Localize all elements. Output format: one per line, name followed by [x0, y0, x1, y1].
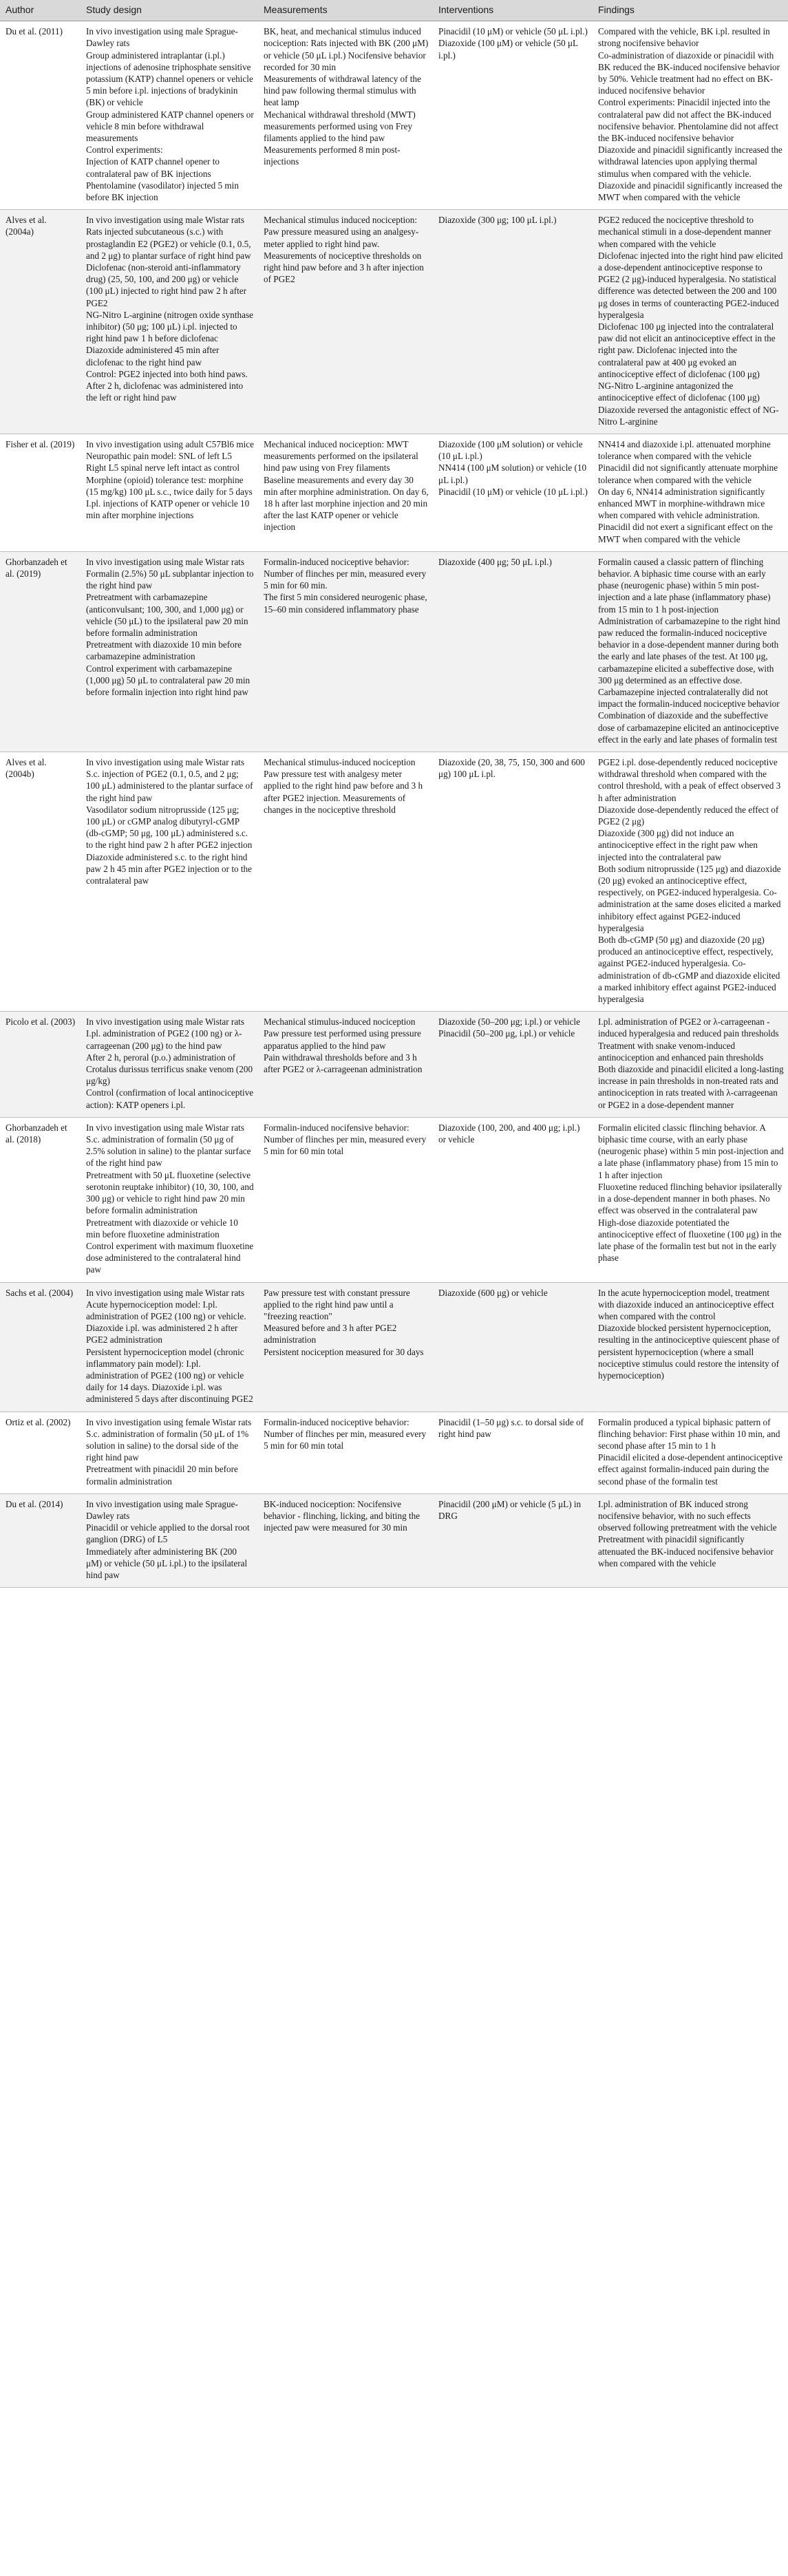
author-cell: Ghorbanzadeh et al. (2018)	[0, 1117, 81, 1282]
measurement-line: Formalin-induced nocifensive behavior:	[264, 1122, 409, 1133]
design-cell	[81, 1493, 258, 1587]
findings-cell	[593, 21, 788, 210]
design-cell	[81, 1117, 258, 1282]
author-cell: Fisher et al. (2019)	[0, 434, 81, 551]
design-line: Morphine (opioid) tolerance test: morphine (15 mg/kg) 100 μL s.c., twice daily for 5 days	[86, 474, 253, 497]
design-line: Group administered KATP channel openers or vehicle 8 min before withdrawal measurements	[86, 109, 254, 144]
measurements-cell	[258, 1412, 433, 1493]
author-cell: Alves et al. (2004b)	[0, 752, 81, 1011]
design-cell	[81, 1012, 258, 1118]
measurement-line: Pain withdrawal thresholds before and 3 h after PGE2 or λ-carrageenan administration	[264, 1052, 423, 1075]
header-interventions: Interventions	[433, 0, 593, 21]
measurement-line: Paw pressure test performed using pressure apparatus applied to the hind paw	[264, 1028, 421, 1051]
finding-line: Diazoxide (300 μg) did not induce an antinociceptive effect in the right paw when injected into the contralateral paw	[598, 828, 758, 862]
measurement-line: Formalin-induced nociceptive behavior: Number of flinches per min, measured every 5 min for 60 min total	[264, 1416, 427, 1451]
interventions-cell	[433, 1117, 593, 1282]
interventions-cell	[433, 1412, 593, 1493]
measurement-line: Persistent nociception measured for 30 days	[264, 1346, 424, 1357]
finding-line: Both diazoxide and pinacidil elicited a long-lasting increase in pain thresholds in non-treated rats and antinociception in rats treated with λ-carrageenan or PGE2 in a dose-dependent manner	[598, 1064, 784, 1110]
design-line: Neuropathic pain model: SNL of left L5	[86, 451, 232, 462]
intervention-line: Diazoxide (100 μM) or vehicle (50 μL i.pl.)	[438, 38, 578, 61]
finding-line: I.pl. administration of PGE2 or λ-carrageenan -induced hyperalgesia and reduced pain thresholds	[598, 1016, 779, 1039]
intervention-line: NN414 (100 μM solution) or vehicle (10 μL i.pl.)	[438, 462, 587, 485]
findings-cell	[593, 1117, 788, 1282]
finding-line: Formalin caused a classic pattern of flinching behavior. A biphasic time course with an early phase (neurogenic phase) within 5 min post-injection and a late phase (inflammatory phase) from 15 min to 1 h post-injection	[598, 556, 771, 615]
finding-line: In the acute hypernociception model, treatment with diazoxide induced an antinociceptive effect when compared with the control	[598, 1287, 774, 1321]
intervention-line: Diazoxide (20, 38, 75, 150, 300 and 600 μg) 100 μL i.pl.	[438, 756, 585, 780]
measurement-line: Measured before and 3 h after PGE2 administration	[264, 1323, 397, 1345]
design-line: Pretreatment with diazoxide or vehicle 10 min before fluoxetine administration	[86, 1217, 238, 1239]
design-line: Pinacidil or vehicle applied to the dorsal root ganglion (DRG) of L5	[86, 1522, 250, 1545]
measurement-line: The first 5 min considered neurogenic phase, 15–60 min considered inflammatory phase	[264, 592, 427, 615]
intervention-line: Diazoxide (600 μg) or vehicle	[438, 1287, 548, 1298]
measurements-cell	[258, 1282, 433, 1412]
author-cell: Picolo et al. (2003)	[0, 1012, 81, 1118]
findings-cell	[593, 210, 788, 434]
finding-line: Pinacidil elicited a dose-dependent antinociceptive effect against formalin-induced pain during the second phase of the formalin test	[598, 1452, 783, 1487]
design-line: After 2 h, peroral (p.o.) administration of Crotalus durissus terrificus snake venom (200 μg/kg)	[86, 1052, 253, 1087]
design-cell	[81, 752, 258, 1011]
interventions-cell	[433, 21, 593, 210]
table-row	[0, 1412, 788, 1493]
design-line: Pretreatment with pinacidil 20 min before formalin administration	[86, 1464, 238, 1487]
design-cell	[81, 434, 258, 551]
finding-line: Diazoxide blocked persistent hypernociception, resulting in the antinociceptive quiescent phase of persistent hypernociception (where a small nociceptive stimulus could restore the intensity of hypernociception)	[598, 1323, 780, 1381]
author-cell: Sachs et al. (2004)	[0, 1282, 81, 1412]
finding-line: Pretreatment with pinacidil significantly attenuated the BK-induced nocifensive behavior when compared with the vehicle	[598, 1534, 774, 1568]
design-line: S.c. administration of formalin (50 μL of 1% solution in saline) to the dorsal side of the right hind paw	[86, 1428, 249, 1463]
design-line: In vivo investigation using male Wistar rats	[86, 756, 244, 767]
finding-line: Combination of diazoxide and the subeffective dose of carbamazepine elicited an antinociceptive effect in the early and late phases of formalin test	[598, 710, 779, 745]
measurements-cell	[258, 434, 433, 551]
measurement-line: Mechanical stimulus-induced nociception	[264, 1016, 416, 1028]
measurement-line: Mechanical stimulus-induced nociception	[264, 756, 416, 767]
intervention-line: Pinacidil (10 μM) or vehicle (10 μL i.pl.)	[438, 486, 588, 497]
design-line: Phentolamine (vasodilator) injected 5 min before BK injection	[86, 180, 239, 203]
measurement-line: Paw pressure test with constant pressure applied to the right hind paw until a "freezing reaction"	[264, 1287, 410, 1321]
design-line: I.pl. administration of PGE2 (100 ng) or λ-carrageenan (200 μg) to the hind paw	[86, 1028, 242, 1051]
measurements-cell	[258, 752, 433, 1011]
header-findings: Findings	[593, 0, 788, 21]
finding-line: Both sodium nitroprusside (125 μg) and diazoxide (20 μg) evoked an antinociceptive effect, respectively, on PGE2-induced hyperalgesia. Co-administration at the same doses elicited a marked inhibitory effect against PGE2-induced hyperalgesia	[598, 863, 781, 933]
design-line: Pretreatment with carbamazepine (anticonvulsant; 100, 300, and 1,000 μg) or vehicle (50 μL) to the ipsilateral paw 20 min before formalin administration	[86, 592, 248, 638]
measurement-line: BK, heat, and mechanical stimulus induced nociception: Rats injected with BK (200 μM) or vehicle (50 μL i.pl.) Nocifensive behavior recorded for 30 min	[264, 26, 429, 72]
measurements-cell	[258, 210, 433, 434]
design-line: Control experiment with carbamazepine (1,000 μg) 50 μL to contralateral paw 20 min before formalin injection into right hind paw	[86, 663, 251, 697]
design-line: Persistent hypernociception model (chronic inflammatory pain model): I.pl. administration of PGE2 (100 ng) or vehicle daily for 14 days. Diazoxide i.pl. was administered 5 days after discontinuing PGE2	[86, 1346, 253, 1405]
design-line: Pretreatment with 50 μL fluoxetine (selective serotonin reuptake inhibitor) (10, 30, 100, and 300 μg) or vehicle to right hind paw 20 min before formalin administration	[86, 1169, 254, 1216]
design-line: Diclofenac (non-steroid anti-inflammatory drug) (25, 50, 100, and 200 μg) or vehicle (100 μL) injected to right hind paw 2 h after PGE2	[86, 262, 247, 308]
interventions-cell	[433, 1282, 593, 1412]
findings-cell	[593, 1282, 788, 1412]
intervention-line: Diazoxide (100, 200, and 400 μg; i.pl.) or vehicle	[438, 1122, 580, 1145]
design-line: NG-Nitro L-arginine (nitrogen oxide synthase inhibitor) (50 μg; 100 μL) i.pl. injected to right hind paw 1 h before diclofenac	[86, 309, 253, 344]
intervention-line: Pinacidil (1–50 μg) s.c. to dorsal side of right hind paw	[438, 1416, 584, 1439]
design-line: Injection of KATP channel opener to contralateral paw of BK injections	[86, 156, 220, 179]
design-line: Control (confirmation of local antinociceptive action): KATP openers i.pl.	[86, 1087, 254, 1110]
design-line: In vivo investigation using female Wistar rats	[86, 1416, 252, 1427]
design-line: Diazoxide administered 45 min after diclofenac to the right hind paw	[86, 345, 220, 368]
measurement-line: Formalin-induced nociceptive behavior: Number of flinches per min, measured every 5 min for 60 min.	[264, 556, 427, 591]
finding-line: Diclofenac injected into the right hind paw elicited a dose-dependent antinociceptive response to PGE2 (2 μg)-induced hyperalgesia. No statistical difference was detected between the 200 and 100 μg doses in terms of counteracting PGE2-induced hyperalgesia	[598, 250, 783, 320]
design-cell	[81, 1412, 258, 1493]
measurement-line: BK-induced nociception: Nocifensive behavior - flinching, licking, and biting the injected paw were measured for 30 min	[264, 1498, 420, 1533]
design-line: S.c. injection of PGE2 (0.1, 0.5, and 2 μg; 100 μL) administered to the plantar surface of the right hind paw	[86, 769, 253, 803]
design-cell	[81, 551, 258, 752]
measurements-cell	[258, 1493, 433, 1587]
design-cell	[81, 210, 258, 434]
table-row	[0, 434, 788, 551]
intervention-line: Pinacidil (10 μM) or vehicle (50 μL i.pl.)	[438, 26, 588, 37]
design-line: Right L5 spinal nerve left intact as control	[86, 462, 240, 473]
finding-line: Formalin produced a typical biphasic pattern of flinching behavior: First phase within 10 min, and second phase after 15 min to 1 h	[598, 1416, 780, 1451]
measurement-line: Baseline measurements and every day 30 min after morphine administration. On day 6, 18 h after last morphine injection and 20 min after the last KATP opener or vehicle injection	[264, 474, 429, 533]
design-line: Control: PGE2 injected into both hind paws. After 2 h, diclofenac was administered into the left or right hind paw	[86, 368, 248, 403]
design-line: In vivo investigation using male Wistar rats	[86, 1016, 244, 1028]
design-cell	[81, 21, 258, 210]
intervention-line: Diazoxide (50–200 μg; i.pl.) or vehicle	[438, 1016, 580, 1028]
design-line: In vivo investigation using male Wistar rats	[86, 556, 244, 567]
design-line: In vivo investigation using male Wistar rats	[86, 1287, 244, 1298]
finding-line: Diazoxide and pinacidil significantly increased the withdrawal latencies upon applying thermal stimulus when compared with the vehicle. Diazoxide and pinacidil significantly increased the MWT when compared with the vehicle	[598, 145, 782, 203]
finding-line: Both db-cGMP (50 μg) and diazoxide (20 μg) produced an antinociceptive effect, respectively, against PGE2-induced hyperalgesia. Co-administration of db-cGMP and diazoxide elicited a marked inhibitory effect against PGE2-induced hyperalgesia	[598, 935, 780, 1005]
design-line: I.pl. injections of KATP opener or vehicle 10 min after morphine injections	[86, 498, 250, 521]
design-line: In vivo investigation using male Sprague-Dawley rats	[86, 1498, 238, 1521]
design-line: Rats injected subcutaneous (s.c.) with prostaglandin E2 (PGE2) or vehicle (0.1, 0.5, and 2 μg) to plantar surface of right hind paw	[86, 226, 251, 261]
design-line: In vivo investigation using male Wistar rats	[86, 1122, 244, 1133]
design-line: S.c. administration of formalin (50 μg of 2.5% solution in saline) to the plantar surface of the right hind paw	[86, 1134, 251, 1169]
measurement-line: Number of flinches per min, measured every 5 min for 60 min total	[264, 1134, 427, 1157]
finding-line: PGE2 i.pl. dose-dependently reduced nociceptive withdrawal threshold when compared with the control threshold, with a peak of effect observed 3 h after administration	[598, 756, 781, 803]
findings-cell	[593, 1493, 788, 1587]
intervention-line: Diazoxide (100 μM solution) or vehicle (10 μL i.pl.)	[438, 438, 583, 462]
finding-line: PGE2 reduced the nociceptive threshold to mechanical stimuli in a dose-dependent manner when compared with the vehicle	[598, 215, 771, 249]
findings-cell	[593, 1012, 788, 1118]
design-line: Immediately after administering BK (200 μM) or vehicle (50 μL i.pl.) to the ipsilateral hind paw	[86, 1546, 248, 1580]
intervention-line: Diazoxide (300 μg; 100 μL i.pl.)	[438, 215, 557, 226]
table-row	[0, 1117, 788, 1282]
design-line: Pretreatment with diazoxide 10 min before carbamazepine administration	[86, 639, 242, 662]
design-line: In vivo investigation using male Wistar rats	[86, 215, 244, 226]
header-author: Author	[0, 0, 81, 21]
findings-cell	[593, 752, 788, 1011]
design-line: In vivo investigation using adult C57Bl6 mice	[86, 438, 254, 449]
finding-line: NN414 and diazoxide i.pl. attenuated morphine tolerance when compared with the vehicle	[598, 438, 771, 462]
finding-line: NG-Nitro L-arginine antagonized the antinociceptive effect of diclofenac (100 μg)	[598, 381, 760, 403]
measurement-line: Mechanical induced nociception: MWT measurements performed on the ipsilateral hind paw using von Frey filaments	[264, 438, 418, 473]
design-line: Control experiments:	[86, 145, 163, 156]
finding-line: Formalin elicited classic flinching behavior. A biphasic time course, with an early phase (neurogenic phase) within 5 min post-injection and a late phase (inflammatory phase) from 15 min to 1 h after injection	[598, 1122, 784, 1180]
measurements-cell	[258, 551, 433, 752]
intervention-line: Pinacidil (50–200 μg, i.pl.) or vehicle	[438, 1028, 575, 1039]
finding-line: Diazoxide dose-dependently reduced the effect of PGE2 (2 μg)	[598, 804, 779, 827]
intervention-line: Pinacidil (200 μM) or vehicle (5 μL) in DRG	[438, 1498, 582, 1521]
finding-line: Administration of carbamazepine to the right hind paw reduced the formalin-induced nociceptive behavior in a dose-dependent manner during both the early and late phases of the test. At 100 μg, carbamazepine elicited a subeffective dose, with 300 μg determined as an effective dose. Carbamazepine injected contralaterally did not impact the formalin-induced nociceptive behavior	[598, 615, 780, 710]
finding-line: Co-administration of diazoxide or pinacidil with BK reduced the BK-induced nocifensive behavior by 50%. Vehicle treatment had no effect on BK-induced nocifensive behavior	[598, 50, 780, 96]
author-cell: Du et al. (2014)	[0, 1493, 81, 1587]
interventions-cell	[433, 1493, 593, 1587]
design-line: In vivo investigation using male Sprague-Dawley rats	[86, 26, 238, 49]
table-header-row	[0, 0, 788, 21]
finding-line: I.pl. administration of BK induced strong nocifensive behavior, with no such effects observed following pretreatment with the vehicle	[598, 1498, 777, 1533]
table-row	[0, 1493, 788, 1587]
interventions-cell	[433, 752, 593, 1011]
design-line: Vasodilator sodium nitroprusside (125 μg; 100 μL) or cGMP analog dibutyryl-cGMP (db-cGMP; 50 μg, 100 μL) administered s.c. to the right hind paw 2 h after PGE2 injection	[86, 804, 253, 851]
author-cell: Alves et al. (2004a)	[0, 210, 81, 434]
measurement-line: Paw pressure test with analgesy meter applied to the right hind paw before and 3 h after PGE2 injection. Measurements of changes in the nociceptive threshold	[264, 769, 423, 815]
design-line: Control experiment with maximum fluoxetine dose administered to the contralateral hind paw	[86, 1240, 254, 1275]
finding-line: Treatment with snake venom-induced antinociception and enhanced pain thresholds	[598, 1040, 764, 1063]
finding-line: Diazoxide reversed the antagonistic effect of NG-Nitro L-arginine	[598, 404, 779, 427]
author-cell: Ghorbanzadeh et al. (2019)	[0, 551, 81, 752]
table-row	[0, 210, 788, 434]
design-line: Diazoxide administered s.c. to the right hind paw 2 h 45 min after PGE2 injection or to the contralateral paw	[86, 851, 252, 886]
author-cell: Du et al. (2011)	[0, 21, 81, 210]
findings-cell	[593, 1412, 788, 1493]
table-row	[0, 21, 788, 210]
interventions-cell	[433, 210, 593, 434]
table-row	[0, 752, 788, 1011]
author-cell: Ortiz et al. (2002)	[0, 1412, 81, 1493]
findings-cell	[593, 434, 788, 551]
findings-cell	[593, 551, 788, 752]
finding-line: Diclofenac 100 μg injected into the contralateral paw did not elicit an antinociceptive effect in the right paw. Diclofenac injected into the contralateral paw at 400 μg evoked an antinociceptive effect of diclofenac (100 μg)	[598, 321, 776, 379]
measurement-line: Mechanical stimulus induced nociception: Paw pressure measured using an analgesy-meter applied to right hind paw. Measurements of nociceptive thresholds on right hind paw before and 3 h after injection of PGE2	[264, 215, 424, 285]
table-row	[0, 1282, 788, 1412]
table-row	[0, 551, 788, 752]
header-study-design: Study design	[81, 0, 258, 21]
measurements-cell	[258, 1117, 433, 1282]
design-line: Formalin (2.5%) 50 μL subplantar injection to the right hind paw	[86, 568, 254, 591]
interventions-cell	[433, 434, 593, 551]
table-row	[0, 1012, 788, 1118]
finding-line: Pinacidil did not significantly attenuate morphine tolerance when compared with the vehicle	[598, 462, 778, 485]
finding-line: High-dose diazoxide potentiated the antinociceptive effect of fluoxetine (100 μg) in the late phase of the formalin test but not in the early phase	[598, 1217, 782, 1264]
finding-line: Control experiments: Pinacidil injected into the contralateral paw did not affect the BK-induced nocifensive behavior. Phentolamine did not affect the BK-induced nocifensive behavior	[598, 97, 778, 144]
measurements-cell	[258, 21, 433, 210]
design-line: Group administered intraplantar (i.pl.) injections of adenosine triphosphate sensitive potassium (KATP) channel openers or vehicle 5 min before i.pl. injections of bradykinin (BK) or vehicle	[86, 50, 253, 108]
interventions-cell	[433, 1012, 593, 1118]
measurement-line: Measurements of withdrawal latency of the hind paw following thermal stimulus with heat lamp	[264, 74, 421, 108]
design-line: Acute hypernociception model: I.pl. administration of PGE2 (100 ng) or vehicle. Diazoxide i.pl. was administered 2 h after PGE2 administration	[86, 1299, 246, 1345]
measurement-line: Mechanical withdrawal threshold (MWT) measurements performed using von Frey filaments applied to the hind paw	[264, 109, 416, 144]
header-measurements: Measurements	[258, 0, 433, 21]
finding-line: Compared with the vehicle, BK i.pl. resulted in strong nocifensive behavior	[598, 26, 770, 49]
measurement-line: Measurements performed 8 min post-injections	[264, 145, 401, 167]
measurements-cell	[258, 1012, 433, 1118]
design-cell	[81, 1282, 258, 1412]
finding-line: Fluoxetine reduced flinching behavior ipsilaterally in a dose-dependent manner in both phases. No effect was observed in the contralateral paw	[598, 1181, 782, 1216]
finding-line: On day 6, NN414 administration significantly enhanced MWT in morphine-withdrawn mice when compared with vehicle administration. Pinacidil did not exert a significant effect on the MWT when compared with the vehicle	[598, 486, 773, 544]
interventions-cell	[433, 551, 593, 752]
intervention-line: Diazoxide (400 μg; 50 μL i.pl.)	[438, 556, 552, 567]
